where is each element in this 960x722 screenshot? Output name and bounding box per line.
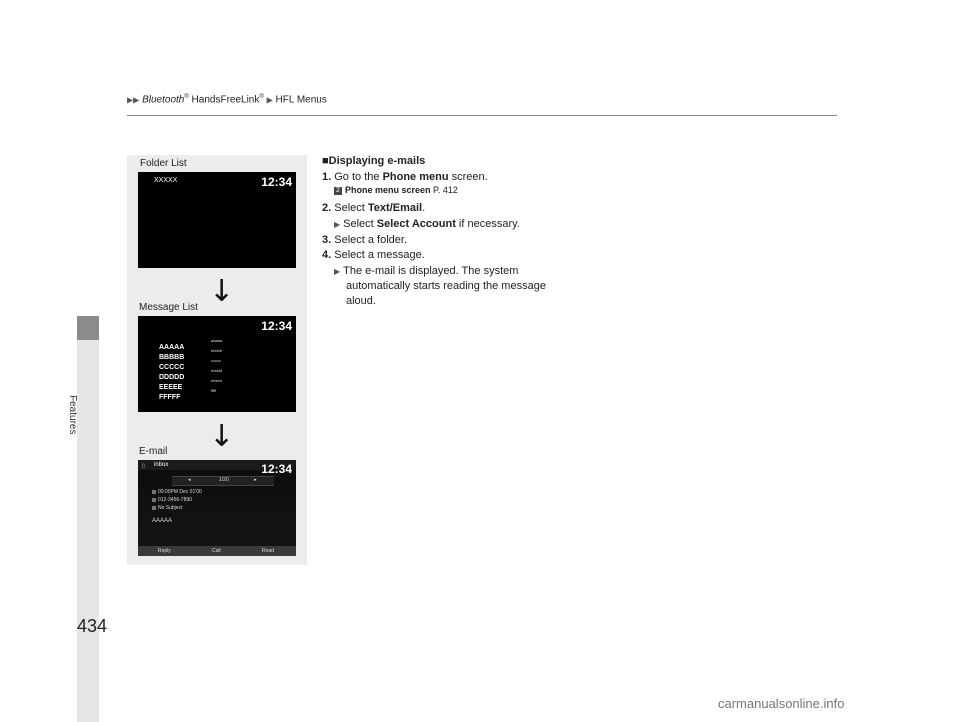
message-list-label: Message List [139,302,198,313]
phone-icon [152,498,156,502]
list-item[interactable]: FFFFF fffff [159,388,217,401]
clock: 12:34 [261,462,292,476]
heading-square-icon: ■ [322,155,329,167]
list-item[interactable]: DDDDD ddddd [159,368,223,381]
mail-icon: ▯ [142,463,145,469]
substep-arrow-icon: ▶ [334,220,341,229]
next-button[interactable]: ▸ [254,477,257,483]
folder-list-screen [138,172,296,268]
email-subject: No Subject [152,505,182,511]
clock: 12:34 [261,175,292,189]
message-list [159,336,223,401]
step-2: 2. Select Text/Email. [322,202,426,214]
section-heading: ■Displaying e-mails [322,155,426,167]
step-4-sub: ▶ The e-mail is displayed. The system [334,265,519,277]
clock-icon [152,490,156,494]
registered-mark: ® [259,94,264,100]
step-4-sub-line2: automatically starts reading the message [346,280,546,292]
breadcrumb [127,94,327,105]
clock: 12:34 [261,319,292,333]
breadcrumb-item-bluetooth[interactable]: Bluetooth [142,94,185,106]
prev-button[interactable]: ◂ [188,477,191,483]
email-datetime: 00:00PM Dec 01'00 [152,489,202,495]
email-body: AAAAA [152,518,173,524]
read-button[interactable]: Read [262,548,274,554]
list-item[interactable]: BBBBB bbbbb [159,348,223,361]
step-2-sub: ▶ Select Select Account if necessary. [334,218,520,230]
list-item[interactable]: AAAAA aaaaa [159,338,223,351]
reference-icon: 2 [334,187,342,195]
reference-link[interactable]: 2 Phone menu screen P. 412 [334,185,458,197]
side-tab-bar [77,340,99,722]
step-4-sub-line3: aloud. [346,295,376,307]
page-number: 434 [77,616,108,636]
reply-button[interactable]: Reply [158,548,171,554]
breadcrumb-arrow-icon: ▶ [266,95,273,105]
step-4: 4. Select a message. [322,249,425,261]
folder-list-label: Folder List [140,158,187,169]
breadcrumb-item-hfl-menus[interactable]: HFL Menus [275,94,327,106]
pager-count: 1/20 [219,477,229,483]
breadcrumb-arrow-icon: ▶▶ [127,95,140,105]
list-item[interactable]: CCCCC ccccc [159,358,221,371]
side-tab-label: Features [67,395,78,435]
folder-header: XXXXX [154,177,178,184]
substep-arrow-icon: ▶ [334,267,341,276]
call-button[interactable]: Call [212,548,221,554]
side-tab-marker [77,316,99,340]
breadcrumb-item-handsfreelink[interactable]: HandsFreeLink [188,94,260,106]
step-3: 3. Select a folder. [322,234,408,246]
step-1: 1. Go to the Phone menu screen. [322,171,488,183]
down-arrow-icon: ↓ [209,419,235,454]
email-screen [138,460,296,556]
watermark: carmanualsonline.info [718,696,845,711]
email-folder-title: inbox [154,462,169,468]
email-label: E-mail [139,446,168,457]
email-number: 012-3456-7890 [152,497,192,503]
down-arrow-icon: ↓ [209,274,235,309]
list-item[interactable]: EEEEE eeeee [159,378,223,391]
subject-icon [152,506,156,510]
header-divider [127,115,837,116]
registered-mark: ® [184,94,189,100]
message-list-screen [138,316,296,412]
